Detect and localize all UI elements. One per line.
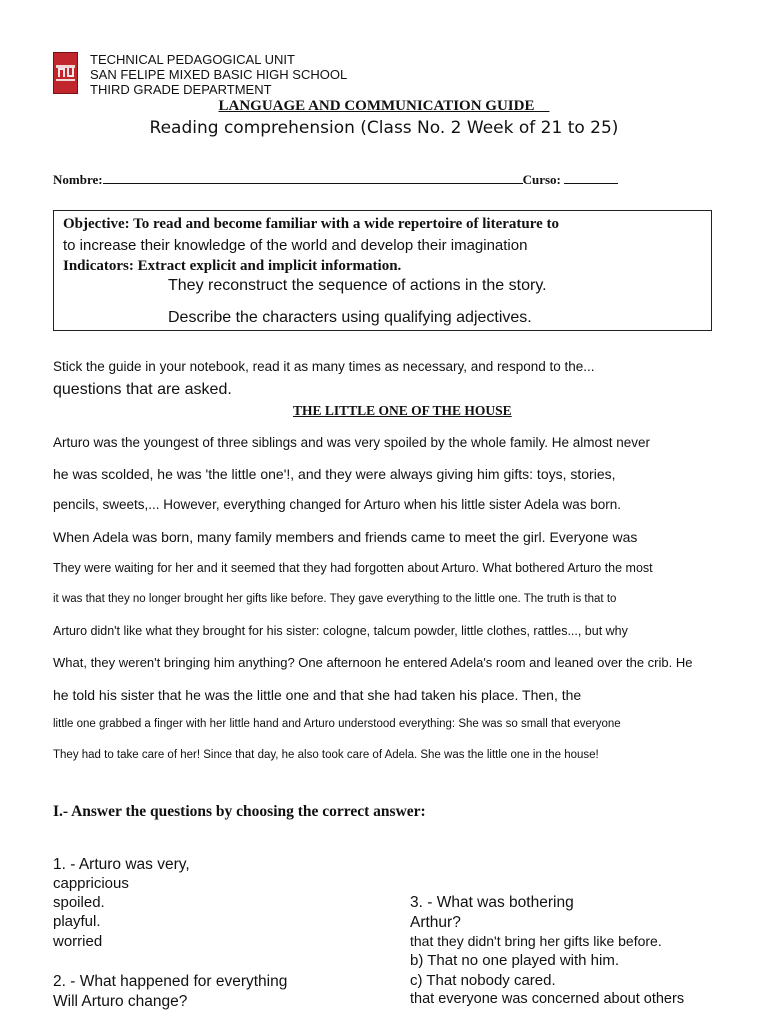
name-field[interactable] xyxy=(103,173,523,184)
story-line: They had to take care of her! Since that day, he also took care of Adela. She was the little one in the house! xyxy=(53,749,599,761)
story-line: Arturo was the youngest of three siblings and was very spoiled by the whole family. He almost never xyxy=(53,435,651,450)
indicators-line: Indicators: Extract explicit and implicit information. xyxy=(63,258,402,274)
objective-line: Objective: To read and become familiar with a wide repertoire of literature to xyxy=(63,216,560,232)
header-school: SAN FELIPE MIXED BASIC HIGH SCHOOL xyxy=(90,67,348,82)
question-2-line-2: Will Arturo change? xyxy=(53,993,188,1010)
question-1: 1. - Arturo was very, xyxy=(53,856,190,873)
objective-line-2: to increase their knowledge of the world and develop their imagination xyxy=(63,237,528,254)
indicator-characters: Describe the characters using qualifying adjectives. xyxy=(168,309,532,326)
q3-option-b[interactable]: b) That no one played with him. xyxy=(410,952,620,969)
q3-option-c[interactable]: c) That nobody cared. xyxy=(410,972,556,989)
story-line: it was that they no longer brought her gifts like before. They gave everything to the little one. The truth is that to xyxy=(53,593,617,605)
page-title: LANGUAGE AND COMMUNICATION GUIDE xyxy=(218,98,535,114)
story-line: little one grabbed a finger with her little hand and Arturo understood everything: She was so small that everyone xyxy=(53,718,621,730)
indicator-sequence: They reconstruct the sequence of actions in the story. xyxy=(168,277,547,294)
school-logo xyxy=(53,52,78,94)
q3-option-a[interactable]: that they didn't bring her gifts like before. xyxy=(410,933,662,949)
q1-option-d[interactable]: worried xyxy=(53,933,103,950)
name-course-row xyxy=(53,172,618,188)
question-2-line-1: 2. - What happened for everything xyxy=(53,973,288,990)
story-line: What, they weren't bringing him anything? One afternoon he entered Adela's room and leaned over the crib. He xyxy=(53,655,693,670)
story-title: THE LITTLE ONE OF THE HOUSE xyxy=(293,403,512,418)
header-department: THIRD GRADE DEPARTMENT xyxy=(90,82,272,97)
q1-option-c[interactable]: playful. xyxy=(53,913,101,930)
q3-option-d[interactable]: that everyone was concerned about others xyxy=(410,991,685,1007)
course-field[interactable] xyxy=(564,173,618,184)
story-line: Arturo didn't like what they brought for his sister: cologne, talcum powder, little clothes, rattles..., but why xyxy=(53,624,628,638)
story-line: he was scolded, he was 'the little one'!, and they were always giving him gifts: toys, stories, xyxy=(53,466,616,482)
name-label: Nombre: xyxy=(53,172,103,187)
q1-option-b[interactable]: spoiled. xyxy=(53,894,105,911)
course-label: Curso: xyxy=(522,172,561,187)
instruction-line-1: Stick the guide in your notebook, read it as many times as necessary, and respond to the... xyxy=(53,359,595,374)
story-line: pencils, sweets,... However, everything changed for Arturo when his little sister Adela was born. xyxy=(53,497,622,512)
header-unit: TECHNICAL PEDAGOGICAL UNIT xyxy=(90,52,295,67)
story-line: When Adela was born, many family members and friends came to meet the girl. Everyone was xyxy=(53,529,638,545)
q1-option-a[interactable]: cappricious xyxy=(53,875,129,892)
story-line: he told his sister that he was the little one and that she had taken his place. Then, the xyxy=(53,687,582,703)
instruction-line-2: questions that are asked. xyxy=(53,381,232,398)
story-line: They were waiting for her and it seemed that they had forgotten about Arturo. What bothered Arturo the most xyxy=(53,561,653,575)
page-subtitle: Reading comprehension (Class No. 2 Week of 21 to 25) xyxy=(149,118,619,138)
section-heading: I.- Answer the questions by choosing the correct answer: xyxy=(53,803,426,820)
question-3-line-1: 3. - What was bothering xyxy=(410,894,574,911)
question-3-line-2: Arthur? xyxy=(410,914,461,931)
